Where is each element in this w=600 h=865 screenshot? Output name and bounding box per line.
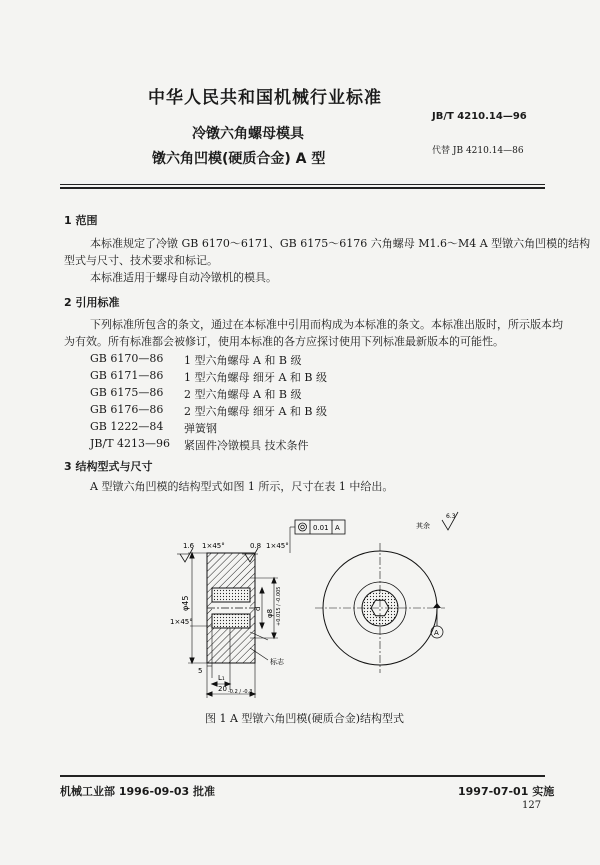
replaces-standard: 代替 JB 4210.14—86: [432, 146, 524, 156]
title-line-2: 镦六角凹模(硬质合金) A 型: [152, 151, 326, 167]
datum-a-label: A: [434, 629, 439, 637]
carbide-insert-lower: [212, 614, 250, 628]
page-number: 127: [522, 800, 542, 811]
die-length: 20: [218, 685, 227, 693]
flatness-value: 0.01: [313, 524, 329, 532]
chamfer-width-5: 5: [198, 667, 203, 675]
figure-caption: 图 1 A 型镦六角凹模(硬质合金)结构型式: [205, 712, 405, 725]
ref-code: GB 6175—86: [90, 386, 164, 399]
issuing-organization: 中华人民共和国机械行业标准: [148, 88, 382, 108]
ref-code: GB 6171—86: [90, 369, 164, 382]
end-view: [315, 512, 458, 673]
section-2-title: 2 引用标准: [64, 296, 120, 309]
chamfer-top: 1×45°: [202, 542, 225, 550]
ref-code: GB 1222—84: [90, 420, 164, 433]
bore-tolerance: +0.015 / -0.005: [276, 586, 282, 626]
ref-title: 紧固件冷镦模具 技术条件: [184, 439, 309, 452]
die-length-tolerance: -0.2 / -0.3: [228, 689, 253, 695]
section-3-title: 3 结构型式与尺寸: [64, 460, 153, 473]
chamfer-right: 1×45°: [266, 542, 289, 550]
ref-title: 弹簧钢: [184, 422, 217, 435]
title-line-1: 冷镦六角螺母模具: [192, 126, 304, 142]
section-3-paragraph: A 型镦六角凹模的结构型式如图 1 所示，尺寸在表 1 中给出。: [90, 480, 394, 493]
ref-title: 1 型六角螺母 A 和 B 级: [184, 354, 302, 367]
header-rule: [60, 184, 545, 185]
mark-label: 标志: [270, 658, 284, 666]
ref-code: GB 6170—86: [90, 352, 164, 365]
datum-ref: A: [335, 524, 340, 532]
bore-diameter: φ8: [266, 608, 274, 618]
section-1-title: 1 范围: [64, 214, 98, 227]
approval-date: 机械工业部 1996-09-03 批准: [60, 785, 216, 798]
hex-size-d: d: [254, 606, 262, 611]
die-drawing: [150, 508, 480, 708]
section-1-paragraph-2: 本标准适用于螺母自动冷镦机的模具。: [90, 271, 277, 284]
section-1-paragraph-1b: 型式与尺寸、技术要求和标记。: [64, 254, 218, 267]
finish-1-6: 1.6: [183, 542, 195, 550]
implementation-date: 1997-07-01 实施: [458, 785, 555, 798]
footer-rule: [60, 775, 545, 777]
ref-title: 2 型六角螺母 细牙 A 和 B 级: [184, 405, 328, 418]
carbide-insert-upper: [212, 588, 250, 602]
rest-finish-value: 6.3: [446, 513, 456, 520]
ref-code: GB 6176—86: [90, 403, 164, 416]
ref-title: 2 型六角螺母 A 和 B 级: [184, 388, 302, 401]
section-1-paragraph-1a: 本标准规定了冷镦 GB 6170～6171、GB 6175～6176 六角螺母 M1.6～M4 A 型镦六角凹模的结构: [90, 237, 591, 250]
outer-diameter: φ45: [181, 595, 190, 611]
rest-finish-label: 其余: [416, 522, 430, 530]
ref-code: JB/T 4213—96: [90, 437, 171, 450]
header-rule-thick: [60, 187, 545, 189]
section-2-paragraph-b: 为有效。所有标准都会被修订，使用本标准的各方应探讨使用下列标准最新版本的可能性。: [64, 335, 504, 348]
standard-number: JB/T 4210.14—96: [432, 111, 527, 122]
finish-0-8: 0.8: [250, 542, 262, 550]
section-2-paragraph-a: 下列标准所包含的条文，通过在本标准中引用而构成为本标准的条文。本标准出版时，所示版本均: [90, 318, 563, 331]
insert-length: L₁: [218, 674, 225, 682]
chamfer-left: 1×45°: [170, 618, 193, 626]
ref-title: 1 型六角螺母 细牙 A 和 B 级: [184, 371, 328, 384]
